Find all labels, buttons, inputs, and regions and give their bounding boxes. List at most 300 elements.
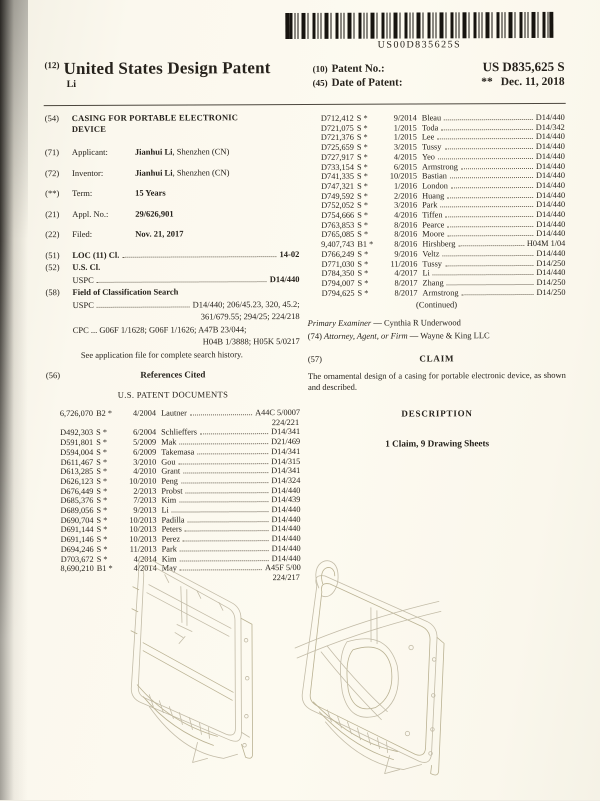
patent-date: 6/2004: [119, 428, 156, 438]
patent-inventor: Toda: [417, 123, 439, 133]
claim-heading: CLAIM: [419, 354, 454, 364]
patent-inventor: Veltz: [417, 249, 439, 259]
patent-date: 10/2015: [380, 172, 417, 182]
dot-leader: [442, 255, 533, 256]
patent-kind-code: B2 *: [93, 409, 119, 419]
patent-class: D14/324: [271, 476, 300, 486]
dot-leader: [122, 256, 276, 258]
patent-class: D14/440: [272, 534, 301, 544]
patent-inventor: Lautner: [156, 408, 187, 418]
patent-date: 8/2017: [380, 278, 417, 288]
patent-number: D712,412: [307, 114, 354, 124]
left-column: [45, 112, 301, 584]
dot-leader: [97, 281, 267, 283]
patent-inventor: London: [417, 181, 448, 191]
patent-date: 10/2013: [120, 535, 157, 545]
patent-number: D691,146: [47, 535, 94, 545]
field-label: Appl. No.:: [72, 208, 135, 218]
claim-text: The ornamental design of a casing for portable electronic device, as shown and described.: [308, 370, 566, 393]
patent-class: D14/440: [536, 220, 565, 230]
patent-kind-code: S *: [93, 457, 119, 467]
patent-class: H04M 1/04: [527, 239, 566, 249]
field-tag-58: (58): [46, 287, 73, 297]
patent-kind-code: S *: [354, 152, 380, 162]
field-tag-10: (10): [313, 62, 328, 76]
field-tag-51: (51): [45, 249, 72, 259]
patent-inventor: Padilla: [157, 515, 185, 525]
description-heading: DESCRIPTION: [401, 409, 472, 419]
patent-kind-code: S *: [354, 123, 380, 133]
field-tag-74: (74): [308, 331, 322, 341]
patent-class: D14/440: [536, 152, 565, 162]
field-value-bold: 15 Years: [135, 188, 166, 198]
field-value-rest: , Shenzhen (CN): [173, 167, 230, 177]
patent-number: D703,672: [47, 554, 94, 564]
patent-date: 8/2016: [380, 230, 417, 240]
bibliographic-fields: [45, 146, 299, 239]
patent-class: D14/440: [271, 486, 300, 496]
primary-examiner-name: — Cynthia R Underwood: [373, 318, 461, 328]
us-class-label: U.S. Cl.: [72, 262, 100, 272]
cpc-label: CPC ...: [73, 324, 98, 334]
patent-date: 2/2016: [380, 191, 417, 201]
barcode-icon: [285, 12, 553, 39]
patent-inventor: Schlieffers: [156, 428, 197, 438]
patent-kind-code: B1 *: [354, 240, 380, 250]
us-patent-citations-right: [307, 113, 566, 298]
field-tag: (22): [45, 229, 72, 239]
continued-marker: (Continued): [308, 299, 566, 310]
dot-leader: [183, 472, 268, 473]
figure-description-line: [308, 425, 566, 426]
field-tag: (21): [45, 208, 72, 218]
dot-leader: [172, 511, 269, 512]
patent-class: D14/440: [271, 524, 300, 534]
field-value-rest: , Shenzhen (CN): [172, 146, 229, 156]
patent-class: D14/440: [536, 229, 565, 239]
patent-number: D733,154: [307, 162, 354, 172]
uspc-value: D14/440: [270, 274, 300, 284]
patent-date: 4/2015: [380, 152, 417, 162]
patent-class: D14/341: [271, 447, 300, 457]
patent-date: 11/2013: [120, 544, 157, 554]
right-column: [307, 113, 566, 449]
patent-number: D689,056: [46, 506, 93, 516]
loc-class-value: 14-02: [279, 249, 299, 259]
dot-leader: [190, 414, 252, 415]
dot-leader: [437, 138, 533, 139]
patent-class: D14/440: [536, 190, 565, 200]
header-divider: [44, 103, 566, 106]
patent-number: D676,449: [46, 487, 93, 497]
patent-citation-row: [47, 563, 301, 584]
patent-inventor: Tiffen: [417, 210, 442, 220]
patent-inventor: Peters: [157, 525, 182, 535]
patent-date: 4/2016: [380, 211, 417, 221]
patent-number: D594,004: [46, 448, 93, 458]
dot-leader: [185, 531, 269, 532]
dot-leader: [433, 274, 534, 275]
patent-citation-row: [46, 408, 300, 429]
patent-date: 4/2004: [119, 409, 156, 419]
patent-kind-code: S *: [93, 486, 119, 496]
patent-kind-code: S *: [354, 279, 380, 289]
patent-date: 1/2015: [380, 133, 417, 143]
patent-kind-code: S *: [354, 230, 380, 240]
patent-number: D747,321: [307, 182, 354, 192]
patent-kind-code: S *: [354, 269, 380, 279]
figure-description-line: [308, 425, 566, 426]
patent-kind-code: S *: [355, 288, 381, 298]
patent-date: 10/2013: [120, 515, 157, 525]
patent-date: 4/2014: [120, 564, 157, 574]
patent-date: 1/2016: [380, 181, 417, 191]
patent-number: D694,246: [47, 545, 94, 555]
patent-kind-code: S *: [354, 211, 380, 221]
field-tag: (71): [45, 147, 72, 157]
field-tag: (72): [45, 167, 72, 177]
dot-leader: [444, 119, 533, 120]
figure-description-line: [308, 425, 566, 426]
dot-leader: [181, 482, 268, 483]
patent-date: 1/2015: [380, 123, 417, 133]
patent-number: 8,690,210: [47, 564, 94, 574]
field-tag: (**): [45, 188, 72, 198]
bibliographic-field-row: [45, 187, 299, 198]
date-of-patent-value: Dec. 11, 2018: [501, 76, 565, 88]
patent-kind-code: S *: [93, 496, 119, 506]
patent-inventor: Park: [157, 544, 177, 554]
patent-inventor: Bastian: [417, 172, 447, 182]
figure-description-line: [308, 425, 566, 426]
patent-date: 10/2013: [120, 525, 157, 535]
cpc-line2: H04B 1/3888; H05K 5/0217: [46, 336, 300, 347]
field-value-bold: Jianhui Li: [135, 147, 173, 157]
patent-inventor: May: [157, 564, 177, 574]
patent-kind-code: S *: [354, 201, 380, 211]
patent-number: D690,704: [47, 516, 94, 526]
field-label: Term:: [72, 188, 135, 198]
attorney-name: — Wayne & King LLC: [410, 331, 490, 341]
bibliographic-field-row: [45, 208, 299, 219]
patent-date: 9/2016: [380, 249, 417, 259]
patent-class: D14/342: [536, 123, 565, 133]
patent-kind-code: S *: [354, 182, 380, 192]
patent-number: 9,407,743: [307, 240, 354, 250]
patent-kind-code: S *: [94, 535, 120, 545]
patent-number: D784,350: [307, 269, 354, 279]
invention-title: CASING FOR PORTABLE ELECTRONIC DEVICE: [72, 112, 267, 135]
patent-number: D766,249: [307, 250, 354, 260]
patent-inventor: Perez: [157, 535, 180, 545]
patent-date: 6/2009: [119, 447, 156, 457]
field-label: Filed:: [72, 229, 135, 239]
patent-inventor: Tussy: [417, 259, 442, 269]
patent-date: 9/2014: [380, 113, 417, 123]
patent-class: A44C 5/0007: [255, 408, 300, 418]
patent-kind-code: S *: [94, 516, 120, 526]
patent-no-label: Patent No.:: [332, 62, 385, 76]
patent-inventor: Tussy: [417, 142, 442, 152]
patent-number: D613,285: [46, 467, 93, 477]
patent-class: D14/440: [536, 142, 565, 152]
patent-inventor: Park: [417, 201, 437, 211]
uspc-search-label: USPC: [73, 299, 94, 309]
dot-leader: [179, 501, 268, 502]
patent-citation-row: [307, 239, 565, 250]
patent-date: 3/2015: [380, 143, 417, 153]
patent-date: 7/2013: [119, 496, 156, 506]
patent-class: D14/440: [536, 171, 565, 181]
patent-inventor: Lee: [417, 133, 434, 143]
claims-sheets-summary: 1 Claim, 9 Drawing Sheets: [308, 438, 566, 449]
dot-leader: [200, 434, 268, 435]
dot-leader: [179, 560, 268, 561]
patent-date: 3/2010: [119, 457, 156, 467]
dot-leader: [188, 521, 269, 522]
patent-inventor: Probst: [156, 486, 182, 496]
patent-citation-row: [308, 287, 566, 298]
patent-number: D794,625: [308, 288, 355, 298]
search-history-note: See application file for complete search history.: [81, 349, 300, 360]
field-tag-45: (45): [313, 76, 328, 90]
patent-number: D721,075: [307, 123, 354, 133]
patent-kind-code: S *: [354, 220, 380, 230]
patent-kind-code: B1 *: [94, 564, 120, 574]
patent-class: D14/250: [536, 278, 565, 288]
patent-kind-code: S *: [94, 525, 120, 535]
patent-class: D14/440: [271, 505, 300, 515]
field-of-search-label: Field of Classification Search: [73, 287, 179, 297]
patent-number: D727,917: [307, 153, 354, 163]
uspc-label: USPC: [72, 274, 93, 284]
field-label: Applicant:: [72, 147, 135, 157]
dot-leader: [447, 235, 533, 236]
patent-date: 6/2015: [380, 162, 417, 172]
patent-number: D752,052: [307, 201, 354, 211]
dot-leader: [444, 148, 532, 149]
patent-date: 4/2014: [120, 554, 157, 564]
patent-kind-code: S *: [93, 467, 119, 477]
patent-class: D14/440: [536, 200, 565, 210]
patent-number: D741,335: [307, 172, 354, 182]
patent-class: D14/440: [536, 161, 565, 171]
patent-kind-code: S *: [354, 191, 380, 201]
bibliographic-field-row: [45, 146, 299, 157]
patent-class: D14/439: [271, 495, 300, 505]
loc-class-label: LOC (11) Cl.: [72, 249, 119, 259]
patent-inventor: Huang: [417, 191, 444, 201]
patent-class: D14/341: [271, 466, 300, 476]
dot-leader: [445, 216, 533, 217]
patent-class: D14/250: [536, 258, 565, 268]
patent-class: D14/440: [536, 268, 565, 278]
dot-leader: [440, 206, 533, 207]
dot-leader: [450, 177, 533, 178]
patent-number: D763,853: [307, 220, 354, 230]
patent-class: D14/341: [271, 427, 300, 437]
patent-date: 10/2010: [119, 477, 156, 487]
dot-leader: [180, 569, 262, 570]
patent-date: 4/2017: [380, 269, 417, 279]
dot-leader: [445, 265, 533, 266]
dot-leader: [97, 306, 190, 307]
field-tag-56: (56): [46, 370, 60, 380]
first-named-inventor: Li: [67, 78, 313, 90]
patent-number: D749,592: [307, 191, 354, 201]
patent-inventor: Pearce: [417, 220, 444, 230]
dot-leader: [186, 492, 269, 493]
dot-leader: [461, 294, 533, 295]
patent-number: D685,376: [46, 496, 93, 506]
patent-class: D21/469: [271, 437, 300, 447]
patent-date: 8/2016: [380, 220, 417, 230]
dot-leader: [197, 453, 268, 454]
patent-class: D14/315: [271, 457, 300, 467]
patent-kind-code: S *: [93, 428, 119, 438]
patent-inventor: Li: [156, 506, 168, 516]
dot-leader: [447, 284, 534, 285]
patent-date: 3/2016: [380, 201, 417, 211]
dot-leader: [438, 158, 533, 159]
bibliographic-field-row: [45, 167, 299, 178]
patent-inventor: Moore: [417, 230, 444, 240]
patent-inventor: Bleau: [417, 113, 441, 123]
patent-inventor: Kim: [157, 554, 177, 564]
dot-leader: [447, 197, 533, 198]
patent-inventor: Armstrong: [418, 288, 459, 298]
field-label: Inventor:: [72, 167, 135, 177]
us-patent-citations-left: [46, 408, 301, 584]
patent-class: D14/440: [536, 132, 565, 142]
fig2-rear-perspective-drawing: [291, 551, 450, 780]
patent-kind-code: S *: [93, 506, 119, 516]
patent-date: 8/2016: [380, 240, 417, 250]
patent-class: D14/440: [271, 515, 300, 525]
patent-number: D591,801: [46, 438, 93, 448]
field-tag-52: (52): [45, 262, 72, 272]
patent-kind-code: S *: [354, 249, 380, 259]
patent-date: 11/2016: [380, 259, 417, 269]
patent-inventor: Hirshberg: [417, 239, 455, 249]
document-header: [45, 57, 565, 91]
dot-leader: [458, 245, 523, 246]
bibliographic-field-row: [45, 228, 299, 239]
patent-number: 6,726,070: [46, 409, 93, 419]
patent-class: D14/250: [536, 287, 565, 297]
us-patent-documents-heading: U.S. PATENT DOCUMENTS: [46, 389, 300, 400]
patent-number: D794,007: [307, 279, 354, 289]
patent-kind-code: S *: [94, 554, 120, 564]
patent-kind-code: S *: [354, 259, 380, 269]
patent-number: D492,303: [46, 428, 93, 438]
barcode-text: US00D835625S: [285, 39, 553, 51]
dot-leader: [179, 463, 269, 464]
field-value-bold: Jianhui Li: [135, 167, 173, 177]
patent-kind-code: S *: [354, 114, 380, 124]
patent-inventor: Yeo: [417, 152, 435, 162]
patent-number: D765,085: [307, 230, 354, 240]
patent-date: 2/2013: [119, 486, 156, 496]
patent-date: 9/2013: [119, 506, 156, 516]
uspc-search-line2: 361/679.55; 294/25; 224/218: [46, 311, 300, 322]
patent-inventor: Zhang: [417, 278, 443, 288]
figure-description-line: [308, 425, 566, 426]
patent-class-continuation: 224/221: [46, 418, 300, 429]
patent-inventor: Mak: [156, 438, 176, 448]
field-value-bold: Nov. 21, 2017: [135, 229, 183, 239]
patent-number: D691,144: [47, 525, 94, 535]
field-tag-54: (54): [45, 113, 72, 135]
field-value-bold: 29/626,901: [135, 208, 174, 218]
dot-leader: [180, 550, 269, 551]
patent-class: D14/440: [272, 544, 301, 554]
figure-description-line: [308, 425, 566, 426]
patent-class: A45F 5/00: [265, 563, 301, 573]
patent-kind-code: S *: [93, 438, 119, 448]
patent-date: 4/2010: [119, 467, 156, 477]
figure-description-line: [308, 425, 566, 426]
patent-inventor: Grant: [156, 467, 180, 477]
patent-number: D754,666: [307, 211, 354, 221]
patent-number-value: US D835,625 S: [483, 60, 565, 74]
double-asterisk-marker: **: [481, 76, 493, 88]
patent-inventor: Takemasa: [156, 447, 194, 457]
patent-kind-code: S *: [93, 477, 119, 487]
patent-kind-code: S *: [354, 133, 380, 143]
dot-leader: [451, 187, 533, 188]
patent-class: D14/440: [536, 249, 565, 259]
patent-number: D611,467: [46, 457, 93, 467]
uspc-search-line1: D14/440; 206/45.23, 320, 45.2;: [193, 299, 300, 309]
primary-examiner-label: Primary Examiner: [308, 318, 372, 328]
patent-class: D14/440: [536, 181, 565, 191]
patent-number: D771,030: [307, 259, 354, 269]
barcode: [285, 12, 553, 51]
page-title: United States Design Patent: [64, 58, 271, 78]
references-cited-heading: References Cited: [140, 369, 205, 379]
patent-inventor: Gou: [156, 457, 175, 467]
patent-number: D721,376: [307, 133, 354, 143]
patent-kind-code: S *: [354, 172, 380, 182]
patent-class-continuation: 224/217: [47, 573, 301, 584]
patent-kind-code: S *: [93, 448, 119, 458]
patent-inventor: Peng: [156, 476, 178, 486]
patent-kind-code: S *: [94, 545, 120, 555]
dot-leader: [183, 540, 269, 541]
patent-class: D14/440: [536, 210, 565, 220]
figure-description-list: [308, 425, 566, 426]
field-tag-57: (57): [308, 354, 322, 364]
figure-description-line: [308, 425, 566, 426]
patent-kind-code: S *: [354, 162, 380, 172]
patent-class: D14/440: [536, 113, 565, 123]
cpc-line1: G06F 1/1628; G06F 1/1626; A47B 23/044;: [99, 324, 246, 335]
patent-date: 5/2009: [119, 438, 156, 448]
dot-leader: [447, 226, 533, 227]
date-of-patent-label: Date of Patent:: [332, 76, 403, 90]
patent-date: 8/2017: [381, 288, 418, 298]
patent-number: D725,659: [307, 143, 354, 153]
dot-leader: [179, 443, 268, 444]
field-tag-12: (12): [45, 60, 60, 70]
attorney-label: Attorney, Agent, or Firm: [324, 331, 408, 341]
patent-class: D14/440: [272, 554, 301, 564]
patent-inventor: Armstrong: [417, 162, 458, 172]
dot-leader: [461, 167, 533, 168]
figure-description-line: [308, 425, 566, 426]
patent-number: D626,123: [46, 477, 93, 487]
